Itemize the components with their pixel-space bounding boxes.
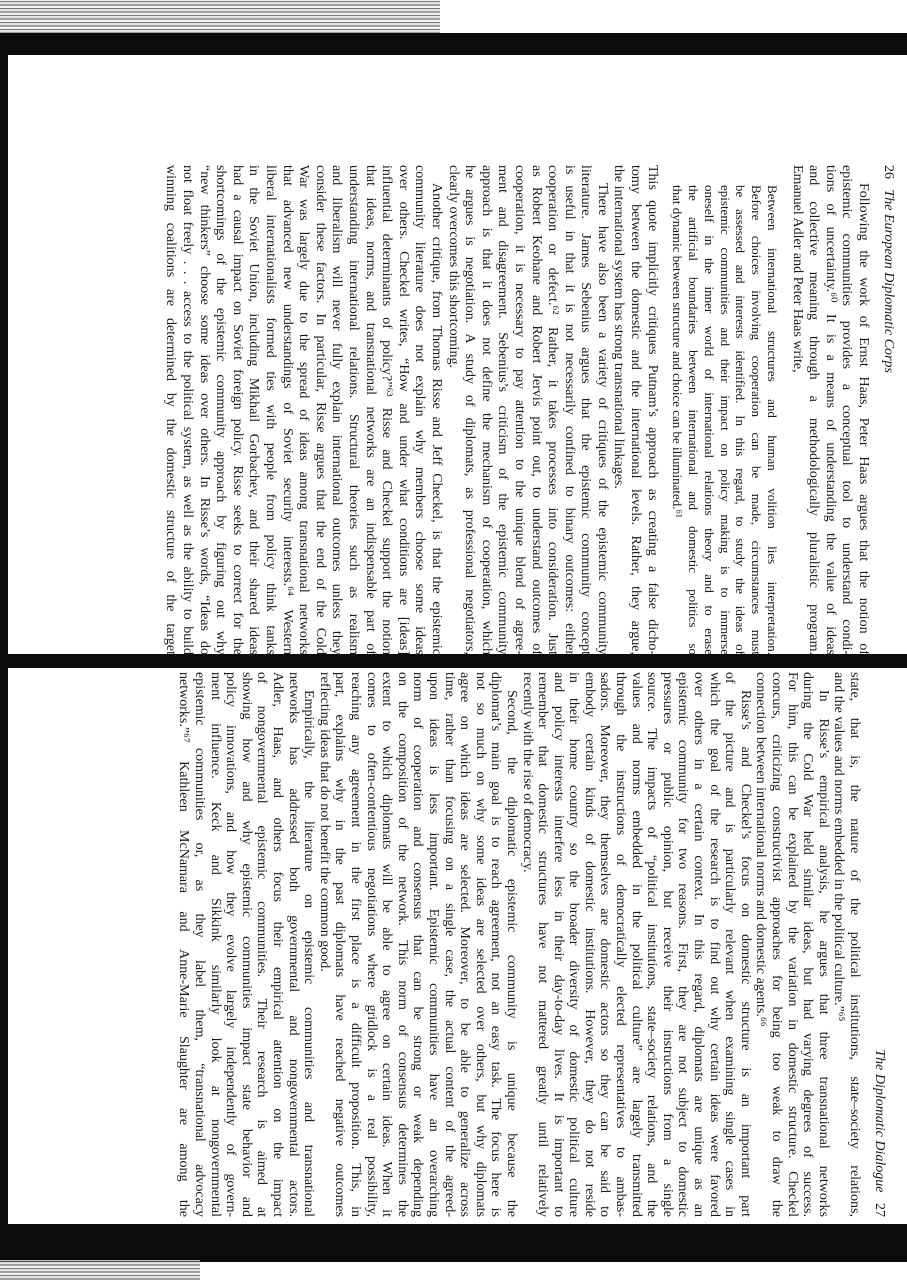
text-line: in their home country so the broader diversity of domestic political culture: [566, 672, 582, 1217]
running-head-title: The Diplomatic Dialogue: [872, 1049, 887, 1193]
scan-border-top: [0, 33, 907, 55]
text-line: not so much on why some ideas are selected over others, but why diplomats: [472, 672, 488, 1217]
text-line: time, rather than focusing on a single case, the actual content of the agreed-: [441, 672, 457, 1217]
running-head-title: The European Diplomatic Corps: [881, 189, 896, 373]
text-line: Emanuel Adler and Peter Haas write,: [789, 165, 805, 373]
text-line: extent to which diplomats will be able to agree on certain ideas. When it: [379, 672, 395, 1217]
text-line: is useful in that it is not necessarily confined to binary outcomes: either: [561, 165, 577, 655]
text-line: cooperation or defect.⁶² Rather, it takes processes into consideration. Just: [545, 165, 561, 655]
text-line: sadors. Moreover, they themselves are domestic actors so they can be said to: [597, 672, 613, 1217]
left-page: [92, 165, 897, 655]
paragraph: [316, 672, 519, 1217]
page-body: [162, 165, 871, 655]
text-line: values and norms embedded in the political culture” are largely transmitted: [628, 672, 644, 1217]
text-line: state, that is, the nature of the political institutions, state–society relations,: [847, 672, 862, 1217]
paragraph: [753, 672, 831, 1217]
text-line: that ideas, norms, and transnational networks are an indispensable part of: [362, 165, 378, 655]
page-gutter: [0, 654, 907, 668]
text-line: embody certain kinds of domestic institutions. However, they do not reside: [581, 672, 597, 1217]
scan-border-bottom: [0, 1224, 907, 1262]
text-line: epistemic communities or, as they label them, “transnational advocacy: [192, 672, 208, 1217]
text-line: diplomat’s main goal is to reach agreement, not an easy task. The focus here is: [488, 672, 504, 1217]
text-line: in the Soviet Union, including Mikhail Gorbachev, and their shared ideas: [246, 165, 262, 655]
text-line: had a causal impact on Soviet foreign policy. Risse seeks to correct for the: [229, 165, 245, 655]
text-line: clearly overcomes this shortcoming.: [445, 165, 461, 368]
text-line: networks.”⁶⁷ Kathleen McNamara and Anne-Marie Slaughter are among the: [176, 672, 192, 1217]
scan-edge-top: [0, 0, 440, 34]
page-number: 26: [881, 165, 896, 179]
text-line: comes to often-contentious negotiations where gridlock is a real possibility,: [363, 672, 379, 1217]
text-line: be assessed and interests identified. In this regard, to study the ideas of: [733, 185, 749, 655]
text-line: In Risse’s empirical analysis, he argues that three transnational networks: [815, 690, 831, 1217]
text-line: over others. Checkel writes, “How and under what conditions are [ideas]: [395, 165, 411, 655]
scan-border-left: [0, 50, 8, 1235]
paragraph: [519, 672, 753, 1217]
text-line: This quote implicitly critiques Putnam’s approach as creating a false dicho-: [644, 165, 660, 655]
text-line: tomy between the domestic and the international levels. Rather, they argue,: [628, 165, 644, 655]
block-quote: [670, 185, 780, 655]
text-line: the international system has strong transnational linkages.: [611, 165, 627, 489]
text-line: over others in a certain context. In this regard, diplomats are unique as an: [691, 672, 707, 1217]
text-line: Second, the diplomatic epistemic community is unique because the: [503, 690, 519, 1217]
text-line: Another critique, from Thomas Risse and Jeff Checkel, is that the epistemic: [428, 183, 444, 655]
paragraph: [610, 165, 660, 655]
right-page: [128, 672, 888, 1217]
text-line: Empirically, the literature on epistemic communities and transnational: [301, 690, 317, 1217]
text-line: shortcomings of the epistemic community approach by figuring out why: [213, 165, 229, 655]
paragraph: [162, 165, 444, 655]
text-line: War was largely due to the spread of ideas among transnational networks: [296, 165, 312, 655]
text-line: concurs, criticizing constructivist approaches for being too weak to draw the: [769, 672, 785, 1217]
text-line: Adler, Haas, and others focus their empirical attention on the impact: [270, 672, 286, 1217]
text-line: Between international structures and human volition lies interpretation.: [765, 185, 781, 655]
text-line: and collective meaning through a methodologically pluralistic program.: [806, 165, 822, 655]
text-line: Risse’s and Checkel’s focus on domestic structure is an important part: [737, 690, 753, 1217]
text-line: during the Cold War held similar ideas, but had varying degrees of success.: [800, 672, 816, 1217]
text-line: approach is that it does not define the mechanism of cooperation, which: [478, 165, 494, 655]
text-line: that advanced new understandings of Soviet security interests.⁶⁴ Western: [279, 165, 295, 655]
text-line: ment and disagreement. Sebenius’s criticism of the epistemic community: [495, 165, 511, 655]
text-line: part, explains why in the past diplomats have reached negative outcomes: [332, 672, 348, 1217]
text-line: reflecting ideas that do not benefit the common good.: [316, 672, 332, 972]
text-line: epistemic communities provides a conceptual tool to understand condi-: [839, 165, 855, 655]
text-line: consider these factors. In particular, Risse argues that the end of the Cold: [312, 165, 328, 655]
text-line: recently with the rise of democracy.: [519, 672, 535, 873]
text-line: oneself in the inner world of international relations theory and to erase: [701, 185, 717, 655]
text-line: not float freely . . . access to the political system, as well as the ability to build: [180, 165, 196, 655]
text-line: liberal internationalists formed ties with people from policy think tanks: [263, 165, 279, 655]
text-line: community literature does not explain why members choose some ideas: [412, 165, 428, 655]
text-line: which the goal of the research is to find out why certain ideas were favored: [706, 672, 722, 1217]
text-line: literature. James Sebenius argues that the epistemic community concept: [578, 165, 594, 655]
text-line: of nongovernmental epistemic communities. Their research is aimed at: [254, 672, 270, 1217]
text-line: networks has addressed both governmental and nongovernmental actors.: [285, 672, 301, 1217]
text-line: on the composition of the network. This norm of consensus determines the: [394, 672, 410, 1217]
page-number: 27: [872, 1203, 887, 1217]
scan-edge-bottom: [0, 1260, 200, 1280]
text-line: Following the work of Ernst Haas, Peter Haas argues that the notion of: [856, 183, 871, 655]
text-line: the artificial boundaries between international and domestic politics so: [686, 185, 702, 655]
text-line: showing how and why epistemic communities impact state behavior and: [238, 672, 254, 1217]
text-line: ment influence. Keck and Sikkink similarly look at nongovernmental: [207, 672, 223, 1217]
text-line: influential determinants of policy?”⁶³ Risse and Checkel support the notion: [379, 165, 395, 655]
text-line: There have also been a variety of critiques of the epistemic community: [594, 183, 610, 655]
text-line: through the instructions of democratically elected representatives to ambas-: [613, 672, 629, 1217]
text-line: policy innovations, and how they evolve largely independently of govern-: [223, 672, 239, 1217]
running-head: [870, 672, 888, 1217]
paragraph: [176, 672, 316, 1217]
text-line: remember that domestic structures have not mattered greatly until relatively: [535, 672, 551, 1217]
text-line: connection between international norms and domestic agents.⁶⁶: [753, 672, 769, 1027]
text-line: winning coalitions are determined by the domestic structure of the target: [163, 165, 179, 655]
text-line: cooperation, it is necessary to pay attention to the unique blend of agree-: [511, 165, 527, 655]
text-line: understanding international relations. Structural theories such as realism: [345, 165, 361, 655]
text-line: agree on which ideas are selected. Moreover, to be able to generalize across: [457, 672, 473, 1217]
text-line: epistemic communities and their impact on policy making is to immerse: [717, 185, 733, 655]
text-line: norm of cooperation and consensus that can be strong or weak depending: [410, 672, 426, 1217]
text-line: and the values and norms embedded in the political culture.”⁶⁵: [831, 672, 847, 1022]
text-line: that dynamic between structure and choice can be illuminated.⁶¹: [670, 185, 686, 518]
text-line: reaching any agreement in the first place is a difficult proposition. This, in: [348, 672, 363, 1217]
text-line: For him, this can be explained by the variation in domestic structure. Checkel: [784, 672, 800, 1217]
page-body: [176, 672, 862, 1217]
text-line: Before choices involving cooperation can be made, circumstances must: [749, 185, 765, 655]
text-line: epistemic community for two reasons. First, they are not subject to domestic: [675, 672, 691, 1217]
text-line: and liberalism will never fully explain international outcomes unless they: [329, 165, 345, 655]
text-line: as Robert Keohane and Robert Jervis point out, to understand outcomes of: [528, 165, 544, 655]
paragraph: [444, 165, 610, 655]
text-line: upon ideas is less important. Epistemic communities have an overarching: [425, 672, 441, 1217]
text-line: “new thinkers” choose some ideas over others. In Risse’s words, “Ideas do: [196, 165, 212, 655]
text-line: of the picture and is particularly relevant when examining single cases in: [722, 672, 738, 1217]
text-line: tions of uncertainty.⁶⁰ It is a means of understanding the value of ideas: [822, 165, 838, 655]
text-line: and policy interests interfere less in their day-to-day lives. It is important to: [550, 672, 566, 1217]
text-line: source. The impacts of “political institutions, state–society relations, and the: [644, 672, 660, 1217]
paragraph: [788, 165, 871, 655]
text-line: he argues is negotiation. A study of diplomats, as professional negotiators,: [462, 165, 478, 655]
text-line: pressures or public opinion, but receive their instructions from a single: [659, 672, 675, 1217]
paragraph: [831, 672, 862, 1217]
running-head: [879, 165, 897, 655]
